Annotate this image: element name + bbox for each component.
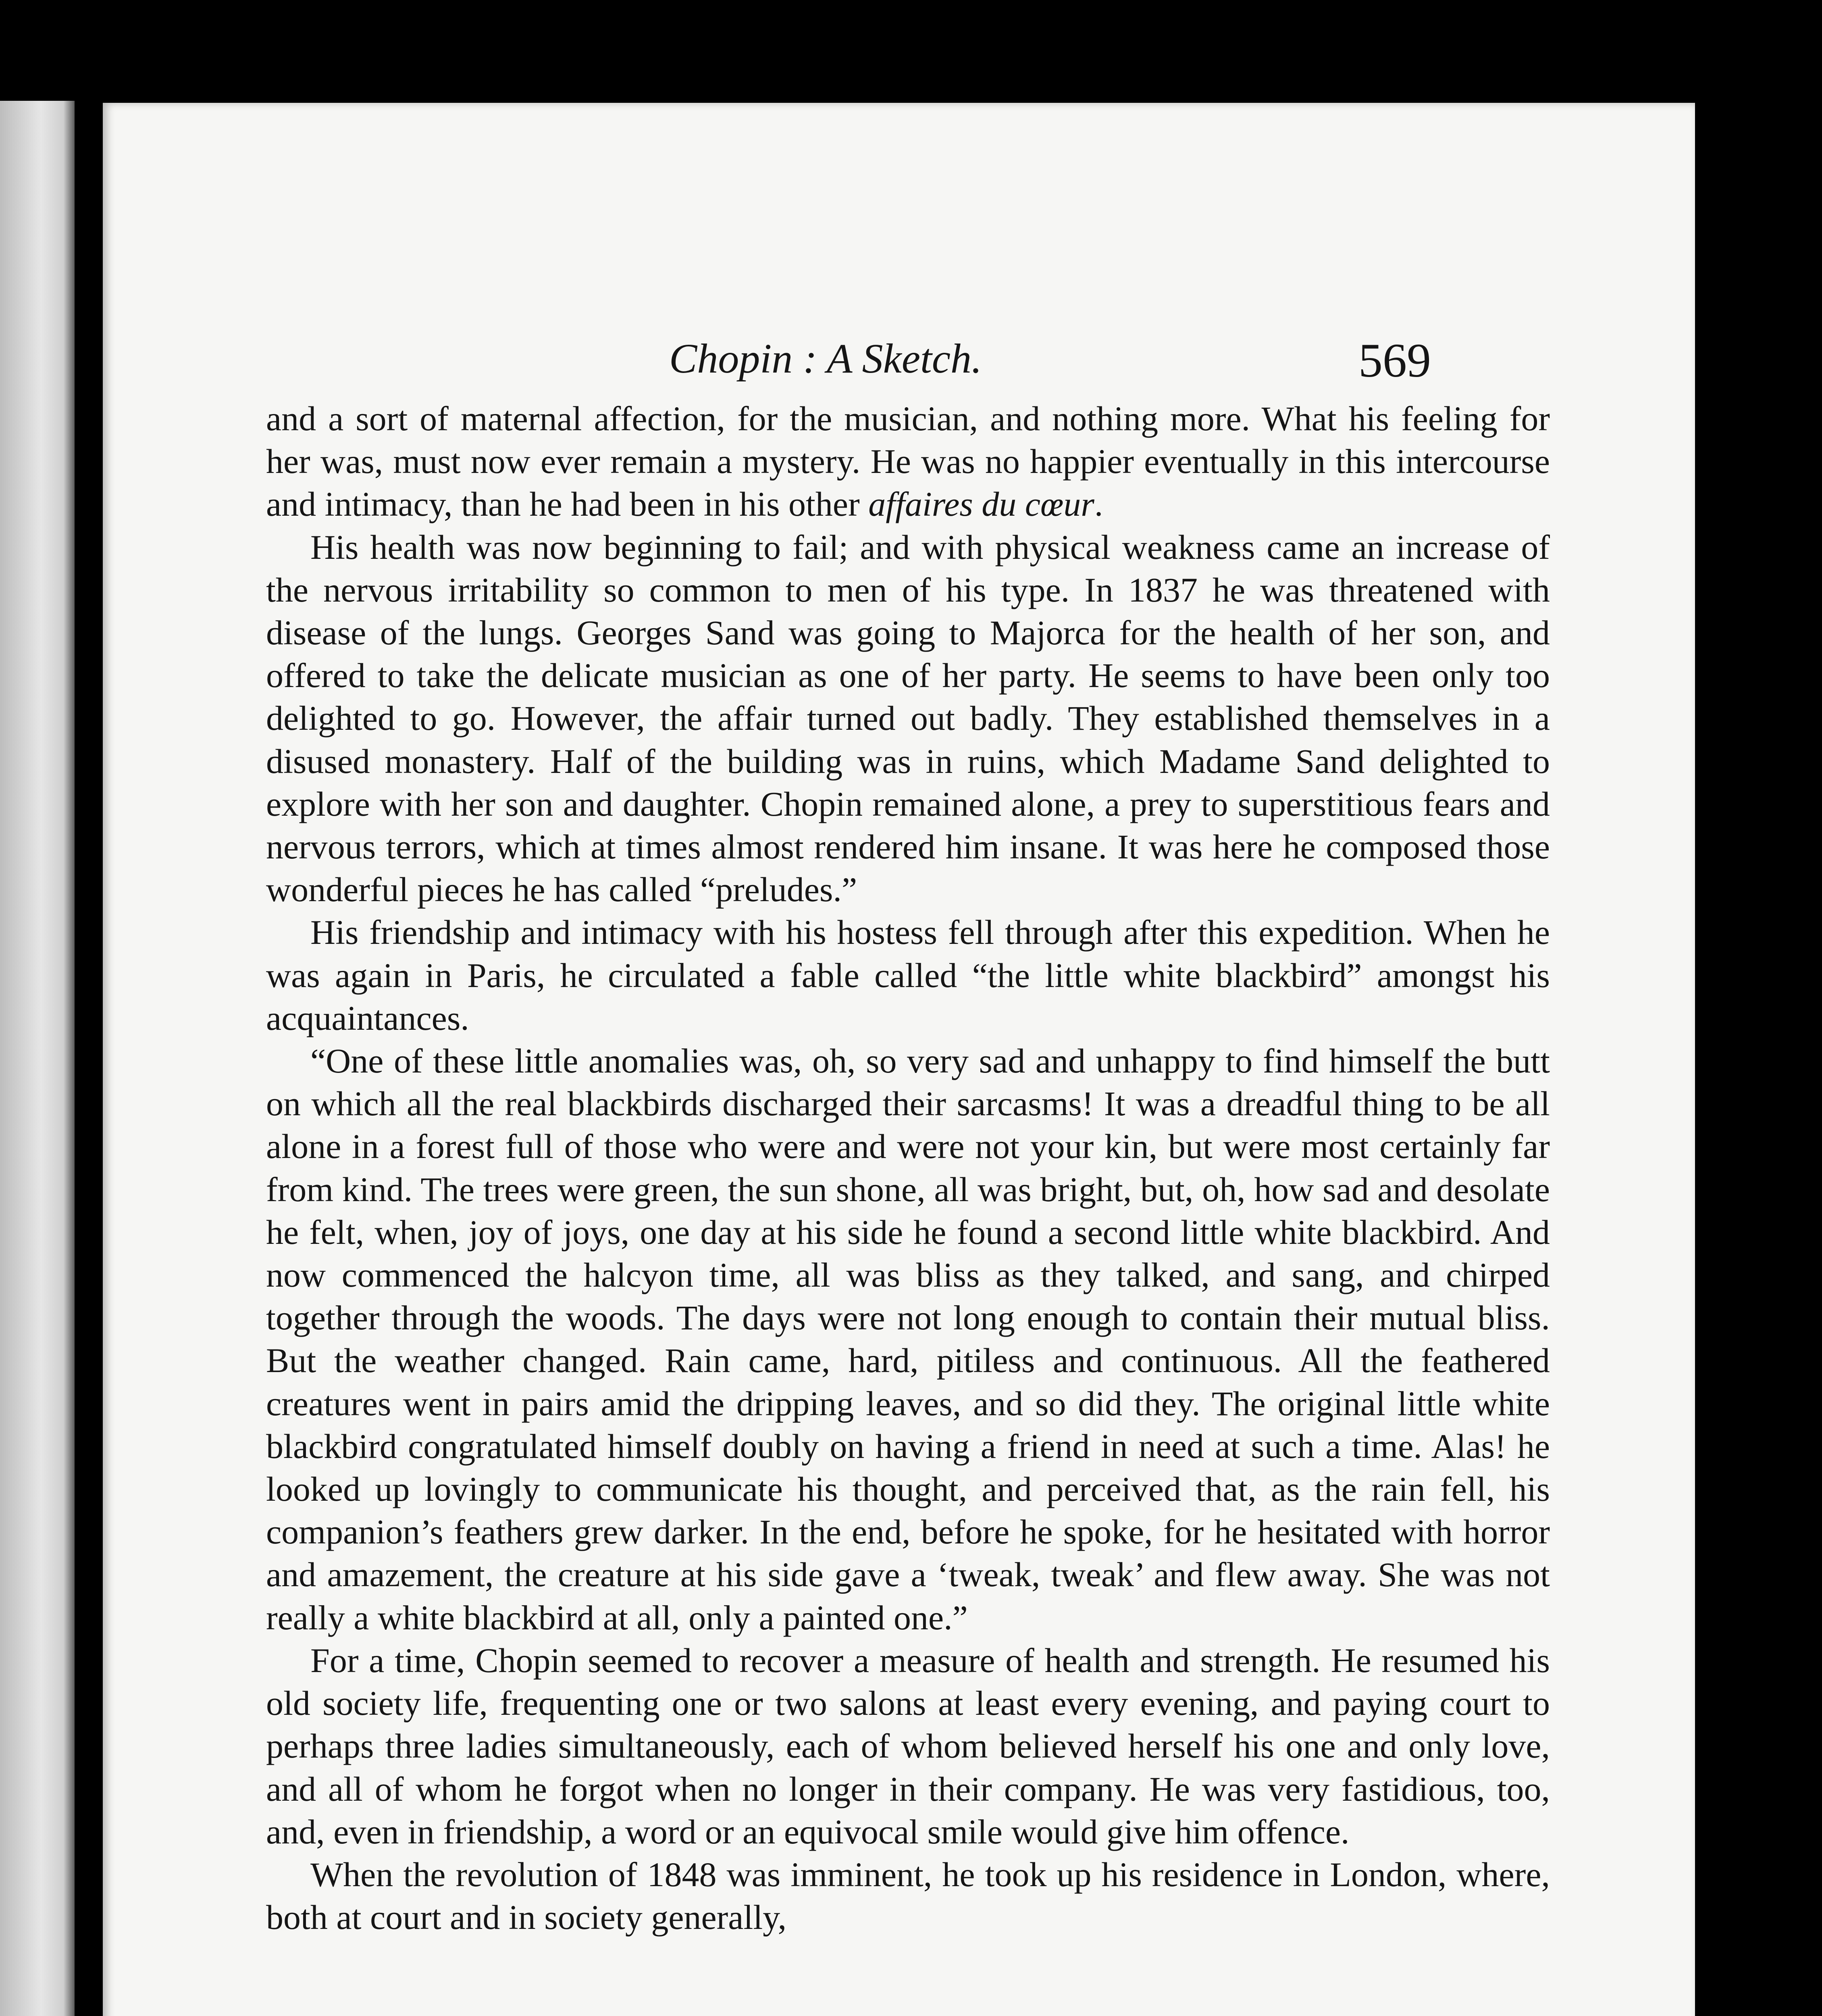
page-number: 569 [1358,333,1431,387]
body-text [266,397,1550,1939]
facing-page-edge [0,101,75,2016]
page-header [103,310,1695,391]
running-title: Chopin : A Sketch. [669,335,982,382]
book-page [103,103,1695,2016]
paragraph: For a time, Chopin seemed to recover a measure of health and strength. He resumed his old society life, frequenting one or two salons at least every evening, and paying court to perhaps three ladies simultaneously, each of whom believed herself his one and only love, and all of whom he forgot when no longer in their company. He was very fastidious, too, and, even in friendship, a word or an equivocal smile would give him offence. [266,1641,1550,1851]
paragraph: and a sort of maternal affection, for the musician, and nothing more. What his feeling for her was, must now ever remain a mystery. He was no happier eventually in this intercourse and intimacy, than he had been in his other affaires du cœur. [266,399,1550,524]
paragraph: His health was now beginning to fail; and with physical weakness came an increase of the nervous irritability so common to men of his type. In 1837 he was threatened with disease of the lungs. Georges Sand was going to Majorca for the health of her son, and offered to take the delicate musician as one of her party. He seems to have been only too delighted to go. However, the affair turned out badly. They established themselves in a disused monastery. Half of the building was in ruins, which Madame Sand delighted to explore with her son and daughter. Chopin remained alone, a prey to superstitious fears and nervous terrors, which at times almost rendered him insane. It was here he composed those wonderful pieces he has called “preludes.” [266,527,1550,909]
paragraph: His friendship and intimacy with his hostess fell through after this expedition. When he was again in Paris, he circulated a fable called “the little white blackbird” amongst his acquaintances. [266,913,1550,1037]
paragraph: “One of these little anomalies was, oh, so very sad and unhappy to find himself the butt on which all the real blackbirds discharged their sarcasms! It was a dreadful thing to be all alone in a forest full of those who were and were not your kin, but were most certainly far from kind. The trees were green, the sun shone, all was bright, but, oh, how sad and desolate he felt, when, joy of joys, one day at his side he found a second little white blackbird. And now commenced the halcyon time, all was bliss as they talked, and sang, and chirped together through the woods. The days were not long enough to contain their mutual bliss. But the weather changed. Rain came, hard, pitiless and continuous. All the feathered creatures went in pairs amid the dripping leaves, and so did they. The original little white blackbird congratulated himself doubly on having a friend in need at such a time. Alas! he looked up lovingly to communicate his thought, and perceived that, as the rain fell, his companion’s feathers grew darker. In the end, before he spoke, for he hesitated with horror and amazement, the creature at his side gave a ‘tweak, tweak’ and flew away. She was not really a white blackbird at all, only a painted one.” [266,1041,1550,1637]
italic-phrase: affaires du cœur [868,485,1094,524]
paragraph: When the revolution of 1848 was imminent, he took up his residence in London, where, both at court and in society generally, [266,1855,1550,1937]
